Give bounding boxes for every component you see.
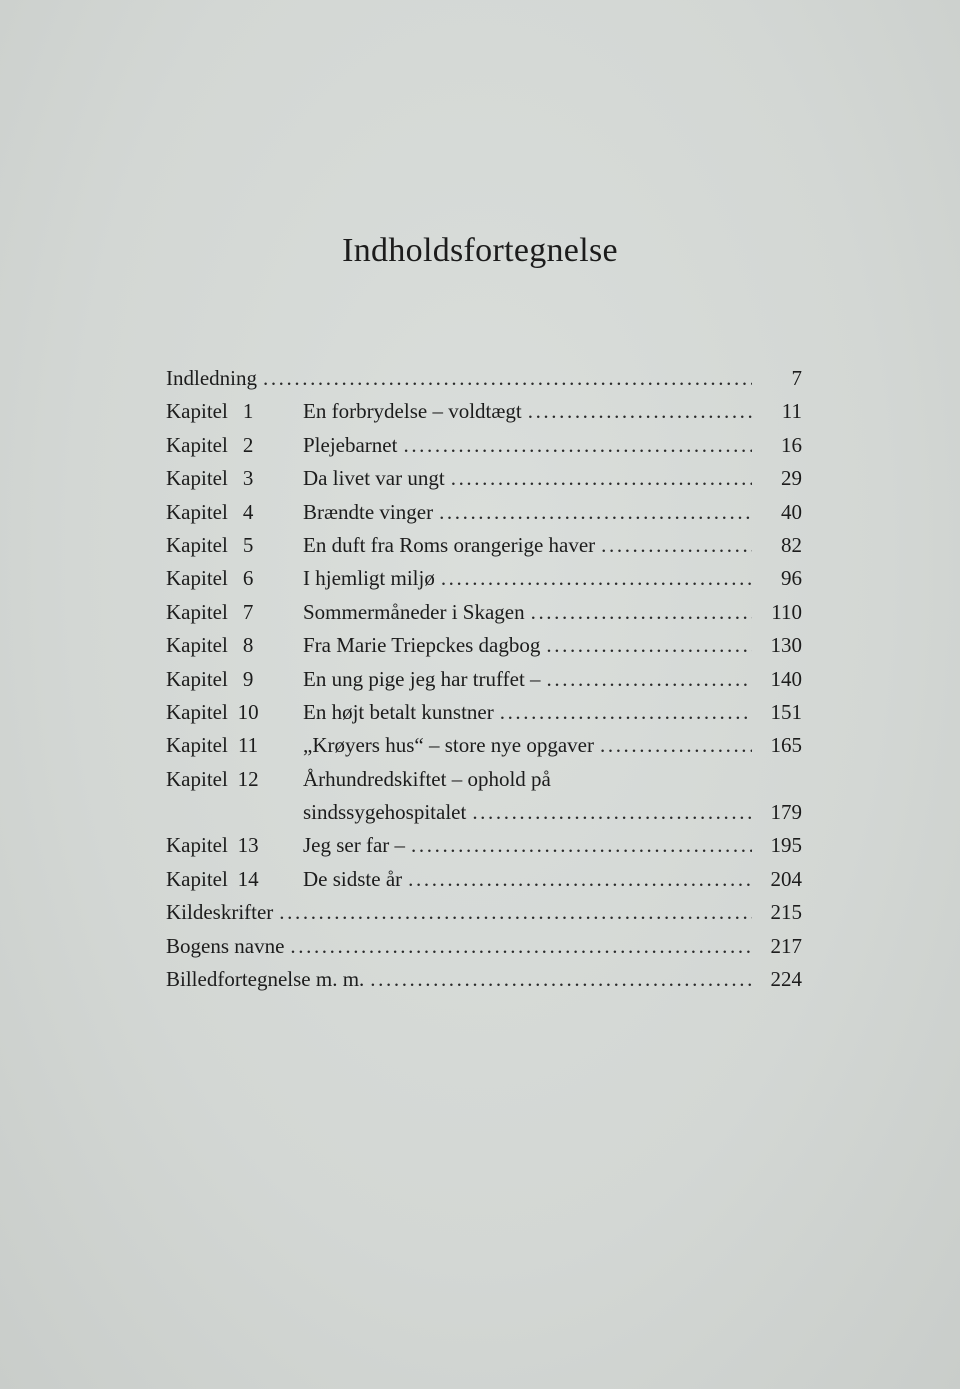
chapter-number: 2: [242, 432, 254, 457]
entry-title: Brændte vinger: [303, 499, 434, 524]
chapter-word: Kapitel: [166, 599, 228, 624]
page-number: 7: [791, 366, 802, 390]
toc-entry: [166, 729, 802, 762]
page-number: 179: [770, 800, 802, 825]
dot-leader: [411, 829, 752, 862]
chapter-label: [166, 395, 263, 428]
page-number: 195: [770, 833, 802, 858]
page-number: 110: [771, 599, 802, 624]
chapter-number: 6: [242, 566, 254, 591]
dot-leader: [290, 930, 752, 963]
toc-entry: [166, 930, 802, 963]
dot-leader: [408, 863, 752, 896]
dot-leader: [441, 562, 752, 595]
chapter-number: 9: [242, 666, 254, 691]
chapter-number: 5: [242, 532, 254, 557]
page-number: 82: [781, 532, 802, 557]
chapter-label: [166, 729, 263, 762]
toc-entry: [166, 395, 802, 428]
page-number: 224: [770, 967, 802, 992]
chapter-label: [166, 629, 263, 662]
chapter-number: 7: [242, 599, 254, 624]
chapter-word: Kapitel: [166, 633, 228, 658]
entry-title: Sommermåneder i Skagen: [303, 599, 525, 624]
chapter-word: Kapitel: [166, 666, 228, 691]
toc-entry: [166, 562, 802, 595]
chapter-label: [166, 596, 263, 629]
page-number: 165: [770, 733, 802, 758]
toc-entry: [166, 763, 802, 796]
chapter-word: Kapitel: [166, 766, 228, 791]
page-number: 217: [770, 933, 802, 958]
toc-entry: [166, 629, 802, 662]
chapter-number: 12: [237, 766, 259, 791]
toc-entry: [166, 596, 802, 629]
toc-entry: [166, 429, 802, 462]
chapter-word: Kapitel: [166, 532, 228, 557]
chapter-label: [166, 829, 263, 862]
dot-leader: [279, 896, 752, 929]
chapter-word: Kapitel: [166, 499, 228, 524]
chapter-label: [166, 663, 263, 696]
chapter-number: 14: [237, 866, 259, 891]
entry-title: sindssygehospitalet: [303, 800, 467, 825]
chapter-word: Kapitel: [166, 466, 228, 491]
entry-title: I hjemligt miljø: [303, 566, 435, 591]
chapter-label: [166, 763, 263, 796]
toc-entry: [166, 829, 802, 862]
entry-title: Jeg ser far –: [303, 833, 406, 858]
chapter-label: [166, 562, 263, 595]
chapter-word: Kapitel: [166, 566, 228, 591]
chapter-number: 4: [242, 499, 254, 524]
page-number: 11: [781, 399, 802, 424]
chapter-number: 1: [242, 399, 254, 424]
page-number: 204: [770, 866, 802, 891]
dot-leader: [263, 362, 752, 395]
chapter-number: 11: [237, 733, 259, 758]
chapter-label: [166, 462, 263, 495]
toc-entry: [166, 529, 802, 562]
page-number: 130: [770, 633, 802, 658]
entry-title: Kildeskrifter: [166, 900, 274, 925]
chapter-word: Kapitel: [166, 833, 228, 858]
toc-entry: [166, 896, 802, 929]
chapter-word: Kapitel: [166, 866, 228, 891]
chapter-word: Kapitel: [166, 399, 228, 424]
chapter-number: 8: [242, 633, 254, 658]
entry-title: En højt betalt kunstner: [303, 699, 494, 724]
entry-title: „Krøyers hus“ – store nye opgaver: [303, 733, 594, 758]
entry-title: Plejebarnet: [303, 432, 398, 457]
dot-leader: [500, 696, 752, 729]
dot-leader: [546, 629, 752, 662]
chapter-label: [166, 863, 263, 896]
table-of-contents: [166, 362, 802, 996]
page-number: 96: [781, 566, 802, 591]
dot-leader: [370, 963, 752, 996]
toc-entry: [166, 863, 802, 896]
dot-leader: [531, 596, 752, 629]
entry-title: En duft fra Roms orangerige haver: [303, 532, 596, 557]
chapter-number: 13: [237, 833, 259, 858]
dot-leader: [451, 462, 752, 495]
dot-leader: [439, 496, 752, 529]
toc-entry: [166, 362, 802, 395]
page-number: 40: [781, 499, 802, 524]
entry-title: En forbrydelse – voldtægt: [303, 399, 522, 424]
chapter-label: [166, 529, 263, 562]
dot-leader: [528, 395, 752, 428]
dot-leader: [403, 429, 752, 462]
entry-title: Da livet var ungt: [303, 466, 445, 491]
entry-title: Århundredskiftet – ophold på: [303, 766, 551, 791]
entry-title: De sidste år: [303, 866, 403, 891]
chapter-label: [166, 496, 263, 529]
toc-entry: [166, 496, 802, 529]
toc-entry: [166, 796, 802, 829]
entry-title: Fra Marie Triepckes dagbog: [303, 633, 541, 658]
page-number: 140: [770, 666, 802, 691]
entry-title: Indledning: [166, 366, 257, 390]
page-number: 16: [781, 432, 802, 457]
chapter-label: [166, 429, 263, 462]
entry-title: Billedfortegnelse m. m.: [166, 967, 365, 992]
page-number: 215: [770, 900, 802, 925]
dot-leader: [600, 729, 752, 762]
dot-leader: [547, 663, 752, 696]
chapter-label: [166, 696, 263, 729]
chapter-word: Kapitel: [166, 432, 228, 457]
chapter-word: Kapitel: [166, 699, 228, 724]
toc-entry: [166, 963, 802, 996]
dot-leader: [472, 796, 752, 829]
toc-entry: [166, 696, 802, 729]
entry-title: Bogens navne: [166, 933, 285, 958]
page-number: 29: [781, 466, 802, 491]
chapter-number: 10: [237, 699, 259, 724]
entry-title: En ung pige jeg har truffet –: [303, 666, 541, 691]
toc-entry: [166, 462, 802, 495]
toc-entry: [166, 663, 802, 696]
chapter-number: 3: [242, 466, 254, 491]
dot-leader: [601, 529, 752, 562]
page-number: 151: [770, 699, 802, 724]
chapter-word: Kapitel: [166, 733, 228, 758]
page-title: Indholdsfortegnelse: [342, 232, 618, 269]
